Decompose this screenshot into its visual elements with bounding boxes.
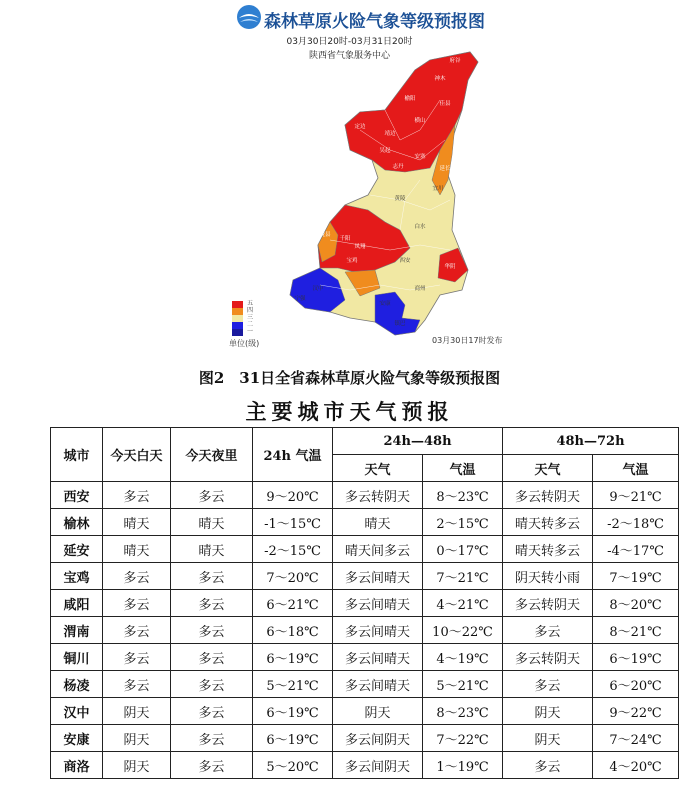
cell-night: 多云 [171,725,253,752]
cell-t48: 8～23℃ [423,482,503,509]
cell-night: 晴天 [171,536,253,563]
region-label: 宜川 [432,186,444,192]
region-label: 宝鸡 [346,258,358,264]
table-row [51,698,679,725]
region-label: 神木 [434,76,446,82]
table-row [51,563,679,590]
cell-day: 多云 [103,590,171,617]
region-label: 宁强 [294,296,306,302]
region-label: 横山 [414,118,426,124]
cell-w48: 晴天 [333,509,423,536]
table-row [51,644,679,671]
cell-day: 晴天 [103,536,171,563]
cell-t24: 5～20℃ [253,752,333,779]
cell-w48: 多云间晴天 [333,644,423,671]
cell-t72: 7～19℃ [593,563,679,590]
cell-t48: 8～23℃ [423,698,503,725]
cell-t48: 1～19℃ [423,752,503,779]
cell-night: 多云 [171,671,253,698]
table-row [51,617,679,644]
cell-w48: 多云间晴天 [333,563,423,590]
legend-label: 三 [247,314,254,321]
cell-t72: 9～21℃ [593,482,679,509]
cell-w48: 阴天 [333,698,423,725]
cell-night: 多云 [171,752,253,779]
region-label: 府谷 [449,58,461,64]
header-weather-48: 天气 [333,455,423,482]
legend-swatch-level4 [232,308,243,315]
region-label: 吴起 [379,148,391,154]
cell-day: 晴天 [103,509,171,536]
cell-t72: 8～21℃ [593,617,679,644]
fire-danger-map [0,0,699,360]
cell-city: 延安 [51,536,103,563]
cell-w48: 多云间阴天 [333,725,423,752]
cell-night: 多云 [171,644,253,671]
cell-w48: 晴天间多云 [333,536,423,563]
cell-w72: 多云转阴天 [503,482,593,509]
cell-w48: 多云转阴天 [333,482,423,509]
cell-t48: 5～21℃ [423,671,503,698]
cell-t24: 6～18℃ [253,617,333,644]
cell-t24: 7～20℃ [253,563,333,590]
city-forecast-table [50,427,679,779]
region-label: 华阴 [444,264,456,270]
region-label: 黄陵 [394,196,406,202]
cell-w72: 阴天 [503,725,593,752]
cell-w72: 阴天转小雨 [503,563,593,590]
region-label: 安康 [379,301,391,307]
cell-t48: 0～17℃ [423,536,503,563]
table-row [51,752,679,779]
region-label: 佳县 [439,101,451,107]
cell-t72: 8～20℃ [593,590,679,617]
header-48-72h: 48h—72h [503,428,679,455]
cell-w48: 多云间晴天 [333,617,423,644]
cell-city: 渭南 [51,617,103,644]
map-legend [232,301,243,336]
cell-t24: -2～15℃ [253,536,333,563]
map-title: 森林草原火险气象等级预报图 [264,12,485,32]
cell-w48: 多云间晴天 [333,671,423,698]
issue-time: 03月30日17时发布 [432,336,503,345]
region-label: 白水 [414,224,426,230]
cell-city: 铜川 [51,644,103,671]
table-row [51,509,679,536]
legend-label: 二 [247,321,254,328]
cell-day: 多云 [103,563,171,590]
cell-night: 晴天 [171,509,253,536]
cell-city: 榆林 [51,509,103,536]
table-title: 主要城市天气预报 [245,399,454,424]
cell-w72: 晴天转多云 [503,509,593,536]
cell-t24: 6～21℃ [253,590,333,617]
table-row [51,671,679,698]
cell-t72: 9～22℃ [593,698,679,725]
header-day: 今天白天 [103,428,171,482]
cell-t48: 7～22℃ [423,725,503,752]
region-label: 榆阳 [404,96,416,102]
cell-night: 多云 [171,590,253,617]
cell-w72: 阴天 [503,698,593,725]
north-red-zone [345,52,478,172]
cell-w72: 多云 [503,752,593,779]
legend-labels [247,300,253,335]
legend-swatch-level1 [232,329,243,336]
region-label: 凤翔 [354,244,366,250]
cell-city: 安康 [51,725,103,752]
table-row [51,482,679,509]
region-label: 安塞 [414,154,426,160]
cell-night: 多云 [171,617,253,644]
cell-t24: 6～19℃ [253,698,333,725]
legend-swatch-level2 [232,322,243,329]
cell-t24: -1～15℃ [253,509,333,536]
region-label: 靖边 [384,131,396,137]
cell-day: 多云 [103,671,171,698]
table-row [51,725,679,752]
cell-w72: 晴天转多云 [503,536,593,563]
cell-t48: 4～21℃ [423,590,503,617]
cell-day: 阴天 [103,725,171,752]
header-temp24: 24h 气温 [253,428,333,482]
cell-night: 多云 [171,698,253,725]
legend-label: 四 [247,307,254,314]
cell-day: 阴天 [103,752,171,779]
header-24-48h: 24h—48h [333,428,503,455]
cell-t72: -2～18℃ [593,509,679,536]
cell-w72: 多云 [503,617,593,644]
legend-swatch-level3 [232,315,243,322]
legend-swatch-level5 [232,301,243,308]
cell-day: 阴天 [103,698,171,725]
region-label: 镇巴 [394,321,406,327]
cell-t24: 6～19℃ [253,725,333,752]
cell-t24: 6～19℃ [253,644,333,671]
region-label: 商州 [414,286,426,292]
region-label: 汉中 [312,286,324,292]
map-source: 陕西省气象服务中心 [308,51,390,61]
header-city: 城市 [51,428,103,482]
map-period: 03月30日20时-03月31日20时 [286,37,413,47]
cell-t72: 6～20℃ [593,671,679,698]
header-night: 今天夜里 [171,428,253,482]
cell-t48: 10～22℃ [423,617,503,644]
cell-w48: 多云间阴天 [333,752,423,779]
cell-t48: 4～19℃ [423,644,503,671]
cell-t72: 6～19℃ [593,644,679,671]
cell-city: 商洛 [51,752,103,779]
cell-t72: -4～17℃ [593,536,679,563]
cell-t24: 5～21℃ [253,671,333,698]
legend-label: 一 [247,328,254,335]
cell-w48: 多云间晴天 [333,590,423,617]
cell-day: 多云 [103,617,171,644]
legend-unit: 单位(级) [229,339,260,348]
legend-label: 五 [247,300,254,307]
cell-city: 杨凌 [51,671,103,698]
cell-day: 多云 [103,482,171,509]
cell-w72: 多云 [503,671,593,698]
cell-city: 咸阳 [51,590,103,617]
region-label: 志丹 [392,164,404,170]
region-label: 定边 [354,124,366,130]
figure-caption: 图2 31日全省森林草原火险气象等级预报图 [198,369,501,387]
header-temp-48: 气温 [423,455,503,482]
header-temp-72: 气温 [593,455,679,482]
table-row [51,590,679,617]
cell-night: 多云 [171,482,253,509]
cell-w72: 多云转阴天 [503,644,593,671]
table-row [51,536,679,563]
region-label: 延长 [439,166,451,172]
cell-t72: 7～24℃ [593,725,679,752]
cell-t24: 9～20℃ [253,482,333,509]
cell-w72: 多云转阴天 [503,590,593,617]
cell-night: 多云 [171,563,253,590]
cell-t48: 2～15℃ [423,509,503,536]
header-weather-72: 天气 [503,455,593,482]
cell-day: 多云 [103,644,171,671]
cell-t48: 7～21℃ [423,563,503,590]
cell-city: 汉中 [51,698,103,725]
cell-t72: 4～20℃ [593,752,679,779]
cell-city: 宝鸡 [51,563,103,590]
region-label: 西安 [399,258,411,264]
region-label: 千阳 [339,236,351,242]
region-label: 陇县 [319,232,331,238]
cell-city: 西安 [51,482,103,509]
